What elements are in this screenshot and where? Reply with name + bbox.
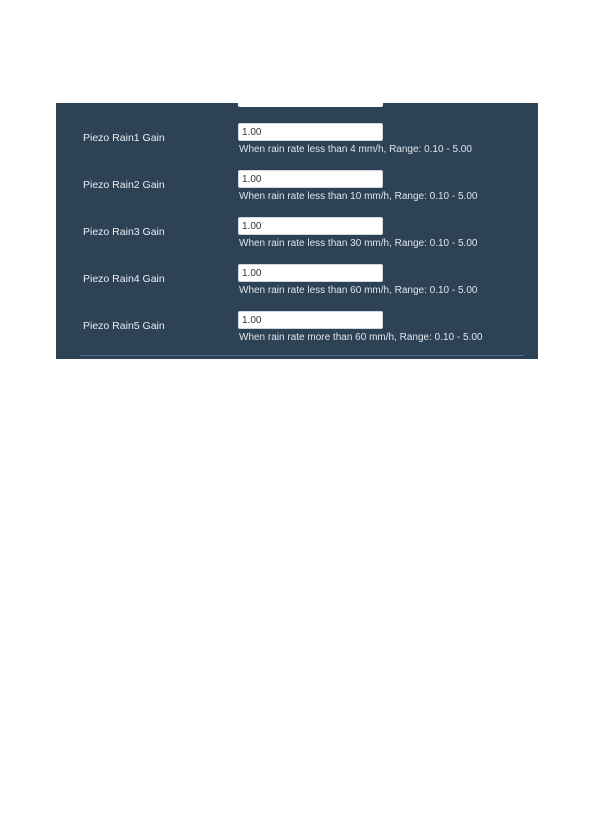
gain-input-rain2[interactable] — [238, 170, 383, 188]
gain-input-rain5[interactable] — [238, 311, 383, 329]
gain-row-rain4 — [56, 264, 538, 308]
gain-label-rain2: Piezo Rain2 Gain — [83, 179, 165, 191]
gain-input-rain3[interactable] — [238, 217, 383, 235]
cropped-input-field[interactable] — [238, 103, 383, 107]
gain-label-rain1: Piezo Rain1 Gain — [83, 132, 165, 144]
gain-input-rain1[interactable] — [238, 123, 383, 141]
gain-label-rain3: Piezo Rain3 Gain — [83, 226, 165, 238]
gain-label-rain4: Piezo Rain4 Gain — [83, 273, 165, 285]
gain-hint-rain4: When rain rate less than 60 mm/h, Range: 0.10 - 5.00 — [239, 285, 478, 296]
gain-row-rain2 — [56, 170, 538, 214]
gain-input-rain4[interactable] — [238, 264, 383, 282]
settings-panel — [56, 103, 538, 359]
gain-row-rain1 — [56, 123, 538, 167]
gain-row-rain5 — [56, 311, 538, 355]
section-divider — [80, 355, 524, 356]
gain-hint-rain3: When rain rate less than 30 mm/h, Range: 0.10 - 5.00 — [239, 238, 478, 249]
gain-row-rain3 — [56, 217, 538, 261]
gain-hint-rain1: When rain rate less than 4 mm/h, Range: 0.10 - 5.00 — [239, 144, 472, 155]
gain-label-rain5: Piezo Rain5 Gain — [83, 320, 165, 332]
gain-hint-rain5: When rain rate more than 60 mm/h, Range: 0.10 - 5.00 — [239, 332, 483, 343]
gain-hint-rain2: When rain rate less than 10 mm/h, Range: 0.10 - 5.00 — [239, 191, 478, 202]
